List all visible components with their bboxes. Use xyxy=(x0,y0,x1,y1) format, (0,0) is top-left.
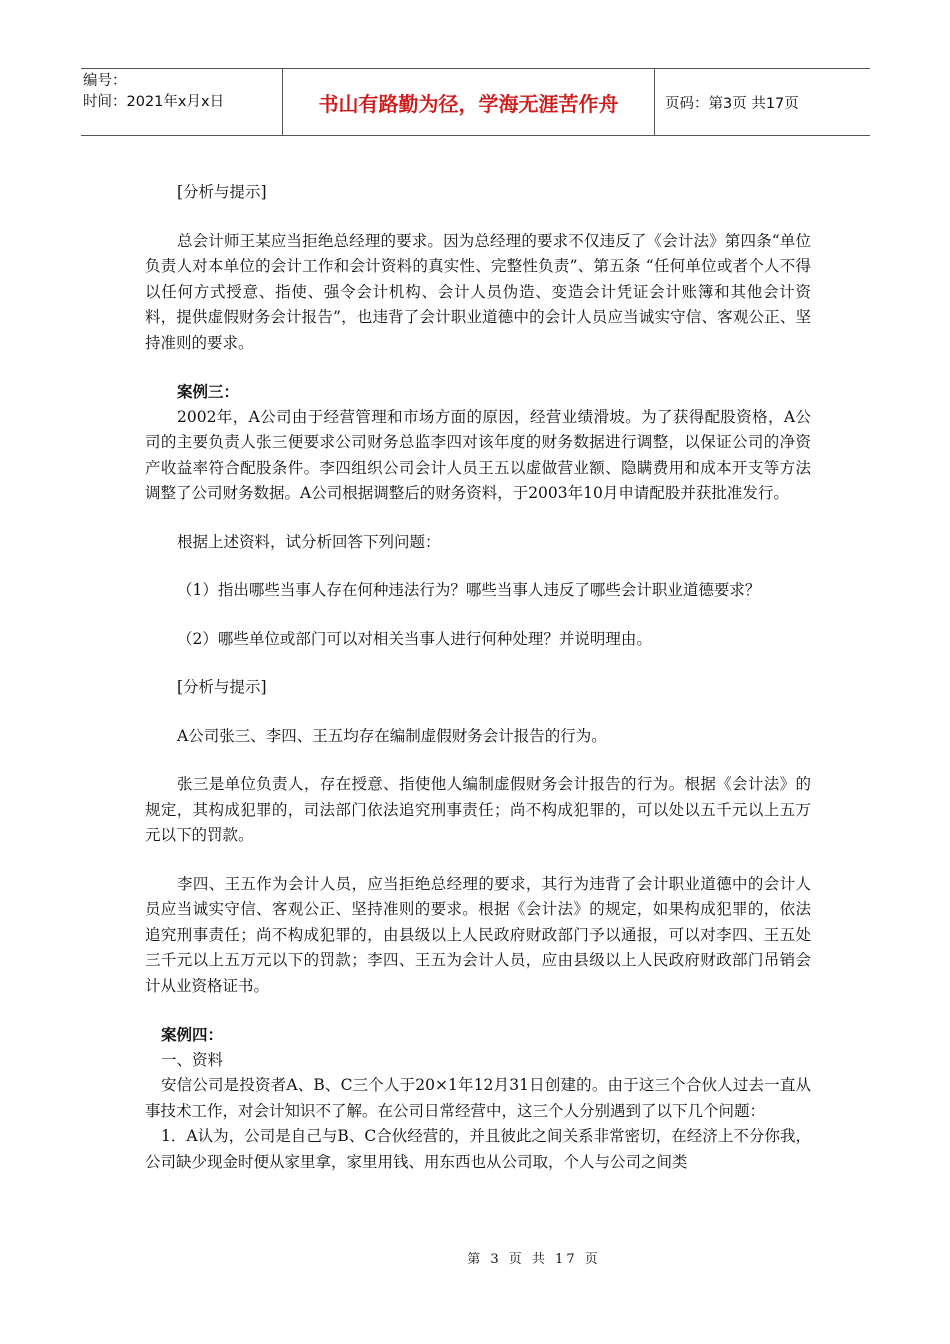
question-one: （1）指出哪些当事人存在何种违法行为？哪些当事人违反了哪些会计职业道德要求？ xyxy=(177,581,761,599)
document-body xyxy=(145,180,811,1175)
paragraph: 李四、王五作为会计人员，应当拒绝总经理的要求，其行为违背了会计职业道德中的会计人员应当诚实守信、客观公正、坚持准则的要求。根据《会计法》的规定，如果构成犯罪的，依法追究刑事责任；尚不构成犯罪的，由县级以上人民政府财政部门予以通报，可以对李四、王五处三千元以上五万元以下的罚款；李四、王五为会计人员，应由县级以上人民政府财政部门吊销会计从业资格证书。 xyxy=(145,874,811,995)
document-time-label: 时间：2021年x月x日 xyxy=(83,94,225,110)
analysis-heading: [分析与提示] xyxy=(177,678,267,696)
paragraph: 总会计师王某应当拒绝总经理的要求。因为总经理的要求不仅违反了《会计法》第四条“单位负责人对本单位的会计工作和会计资料的真实性、完整性负责”、第五条 “任何单位或者个人不得以任何方式授意、指使、强令会计机构、会计人员伪造、变造会计凭证会计账簿和其他会计资料，提供虚假财务会计报告”，也违背了会计职业道德中的会计人员应当诚实守信、客观公正、坚持准则的要求。 xyxy=(145,231,811,352)
paragraph: 根据上述资料，试分析回答下列问题： xyxy=(177,532,441,551)
header-motto: 书山有路勤为径，学海无涯苦作舟 xyxy=(283,69,655,135)
paragraph: A公司张三、李四、王五均存在编制虚假财务会计报告的行为。 xyxy=(177,726,607,745)
analysis-heading: [分析与提示] xyxy=(177,183,267,201)
header-left-cell xyxy=(81,69,283,135)
header-table xyxy=(81,68,870,136)
header-page-code: 页码：第3页 共17页 xyxy=(665,95,799,112)
question-two: （2）哪些单位或部门可以对相关当事人进行何种处理？并说明理由。 xyxy=(177,629,652,648)
page-footer: 第 3 页 共 17 页 xyxy=(467,1252,601,1267)
case-four-title: 案例四： xyxy=(161,1025,224,1044)
paragraph: 2002年，A公司由于经营管理和市场方面的原因，经营业绩滑坡。为了获得配股资格，A公司的主要负责人张三便要求公司财务总监李四对该年度的财务数据进行调整，以保证公司的净资产收益率符合配股条件。李四组织公司会计人员王五以虚做营业额、隐瞒费用和成本开支等方法调整了公司财务数据。A公司根据调整后的财务资料，于2003年10月申请配股并获批准发行。 xyxy=(145,407,811,502)
paragraph: 张三是单位负责人，存在授意、指使他人编制虚假财务会计报告的行为。根据《会计法》的规定，其构成犯罪的，司法部门依法追究刑事责任；尚不构成犯罪的，可以处以五千元以上五万元以下的罚款。 xyxy=(145,775,811,844)
paragraph: 安信公司是投资者A、B、C三个人于20×1年12月31日创建的。由于这三个合伙人过去一直从事技术工作，对会计知识不了解。在公司日常经营中，这三个人分别遇到了以下几个问题： xyxy=(145,1076,811,1120)
document-number-label: 编号： xyxy=(83,73,127,89)
section-heading: 一、资料 xyxy=(161,1050,224,1069)
case-three-title: 案例三： xyxy=(177,382,240,401)
paragraph: 1．A认为，公司是自己与B、C合伙经营的，并且彼此之间关系非常密切，在经济上不分你我，公司缺少现金时便从家里拿，家里用钱、用东西也从公司取，个人与公司之间类 xyxy=(145,1127,811,1171)
